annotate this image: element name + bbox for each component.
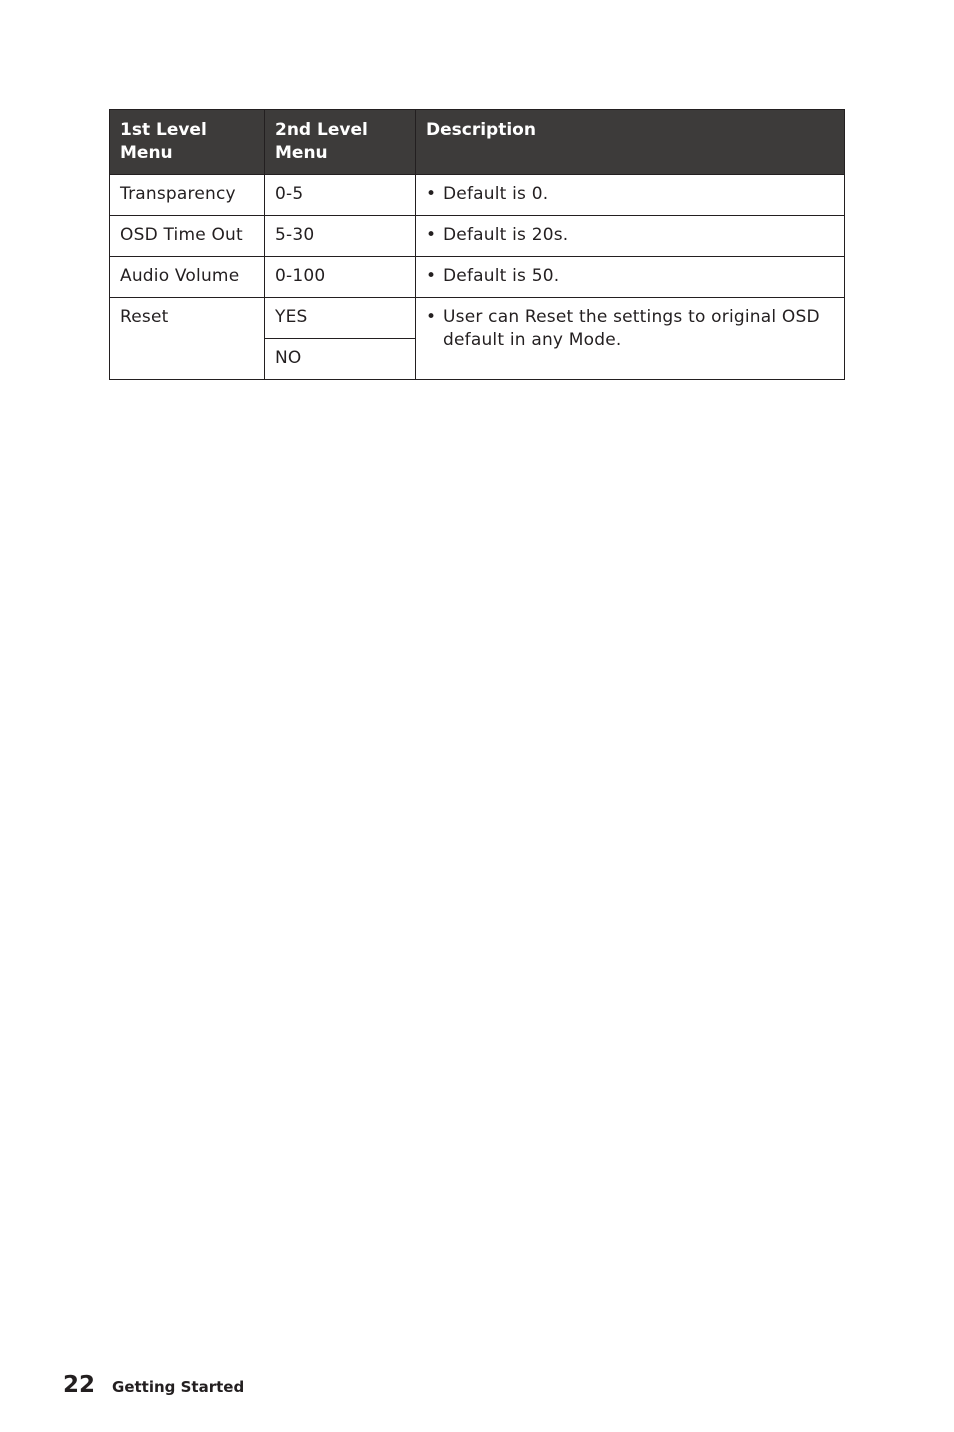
page-footer xyxy=(63,1372,244,1398)
row-description xyxy=(416,175,845,216)
osd-menu-table xyxy=(109,109,845,380)
table-row xyxy=(110,257,845,298)
description-text: Default is 50. xyxy=(443,266,560,286)
row-second-level-no: NO xyxy=(265,339,416,380)
row-second-level: 0-5 xyxy=(265,175,416,216)
table-row xyxy=(110,175,845,216)
bullet-icon: • xyxy=(426,184,437,204)
header-1st-level-menu: 1st Level Menu xyxy=(110,110,265,175)
row-description xyxy=(416,257,845,298)
description-text: Default is 20s. xyxy=(443,225,569,245)
row-second-level-yes: YES xyxy=(265,298,416,339)
row-first-level: Transparency xyxy=(110,175,265,216)
row-first-level: Audio Volume xyxy=(110,257,265,298)
description-text: User can Reset the settings to original OSD default in any Mode. xyxy=(443,307,820,350)
bullet-icon: • xyxy=(426,307,437,327)
table-row xyxy=(110,216,845,257)
row-first-level-reset: Reset xyxy=(110,298,265,380)
row-description xyxy=(416,216,845,257)
row-description-reset xyxy=(416,298,845,380)
description-text: Default is 0. xyxy=(443,184,549,204)
bullet-icon: • xyxy=(426,266,437,286)
row-second-level: 5-30 xyxy=(265,216,416,257)
row-first-level: OSD Time Out xyxy=(110,216,265,257)
page-number: 22 xyxy=(63,1372,96,1398)
table-header-row xyxy=(110,110,845,175)
header-description: Description xyxy=(416,110,845,175)
table-row-reset-yes xyxy=(110,298,845,339)
section-name: Getting Started xyxy=(112,1378,245,1396)
header-2nd-level-menu: 2nd Level Menu xyxy=(265,110,416,175)
bullet-icon: • xyxy=(426,225,437,245)
row-second-level: 0-100 xyxy=(265,257,416,298)
